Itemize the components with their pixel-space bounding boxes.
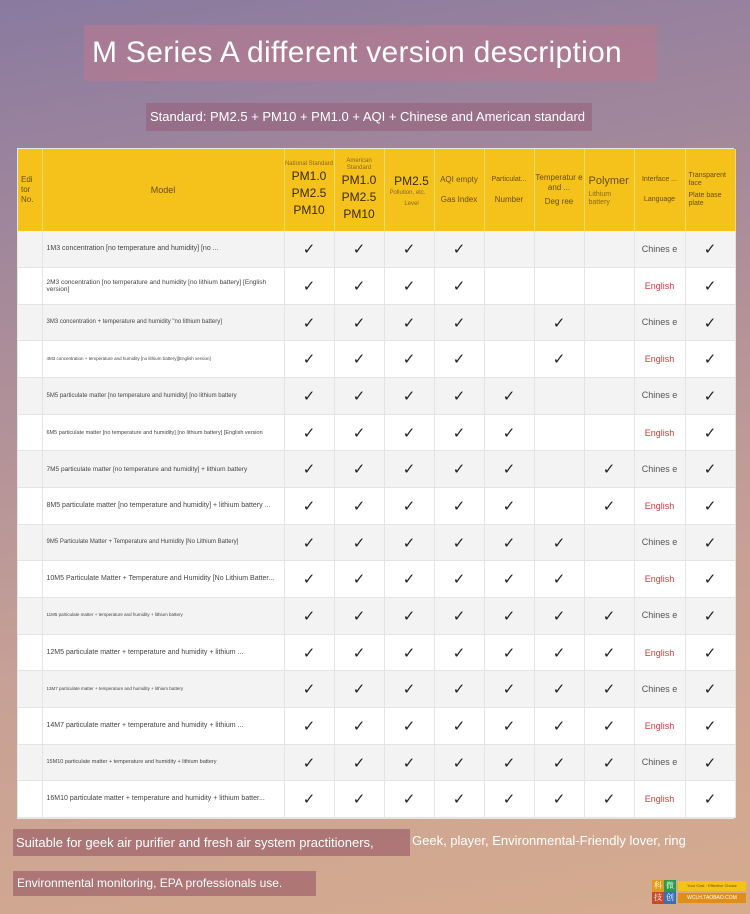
lithium-battery-check: ✓ — [584, 634, 634, 671]
national-standard-check: ✓ — [284, 231, 334, 268]
national-standard-check: ✓ — [284, 378, 334, 415]
model-cell: 13M7 particulate matter + temperature and humidity + lithium battery — [42, 671, 284, 708]
table-row — [18, 341, 735, 378]
aqi-check: ✓ — [434, 414, 484, 451]
table-row — [18, 488, 735, 525]
edition-cell — [18, 598, 42, 635]
transparent-check: ✓ — [685, 488, 735, 525]
edition-cell — [18, 561, 42, 598]
particulate-check: ✓ — [484, 524, 534, 561]
american-standard-check: ✓ — [334, 524, 384, 561]
transparent-check: ✓ — [685, 414, 735, 451]
particulate-check: ✓ — [484, 451, 534, 488]
edition-cell — [18, 708, 42, 745]
edition-cell — [18, 671, 42, 708]
edition-cell — [18, 341, 42, 378]
particulate-cell — [484, 268, 534, 305]
table-header-row — [18, 149, 735, 231]
edition-cell — [18, 268, 42, 305]
pm25-level-check: ✓ — [384, 561, 434, 598]
transparent-check: ✓ — [685, 744, 735, 781]
language-cell: Chines e — [634, 524, 685, 561]
pm25-level-check: ✓ — [384, 378, 434, 415]
national-standard-check: ✓ — [284, 671, 334, 708]
american-standard-check: ✓ — [334, 231, 384, 268]
language-cell: English — [634, 708, 685, 745]
aqi-check: ✓ — [434, 781, 484, 818]
language-cell: English — [634, 268, 685, 305]
edition-cell — [18, 451, 42, 488]
american-standard-check: ✓ — [334, 561, 384, 598]
pm25-level-check: ✓ — [384, 634, 434, 671]
particulate-check: ✓ — [484, 561, 534, 598]
national-standard-check: ✓ — [284, 304, 334, 341]
particulate-check: ✓ — [484, 671, 534, 708]
american-standard-check: ✓ — [334, 378, 384, 415]
transparent-check: ✓ — [685, 561, 735, 598]
aqi-check: ✓ — [434, 671, 484, 708]
table-row — [18, 378, 735, 415]
lithium-battery-cell — [584, 304, 634, 341]
model-cell: 3M3 concentration + temperature and humidity "no lithium battery] — [42, 304, 284, 341]
header-temperature: Temperatur e and ... Deg ree — [534, 149, 584, 231]
model-cell: 8M5 particulate matter [no temperature and humidity] + lithium battery ... — [42, 488, 284, 525]
transparent-check: ✓ — [685, 378, 735, 415]
lithium-battery-cell — [584, 268, 634, 305]
model-cell: 2M3 concentration [no temperature and humidity [no lithium battery] [English version] — [42, 268, 284, 305]
transparent-check: ✓ — [685, 781, 735, 818]
language-cell: English — [634, 634, 685, 671]
language-cell: Chines e — [634, 451, 685, 488]
table-row — [18, 414, 735, 451]
american-standard-check: ✓ — [334, 304, 384, 341]
american-standard-check: ✓ — [334, 268, 384, 305]
national-standard-check: ✓ — [284, 708, 334, 745]
language-cell: Chines e — [634, 671, 685, 708]
table-row — [18, 268, 735, 305]
national-standard-check: ✓ — [284, 634, 334, 671]
model-cell: 10M5 Particulate Matter + Temperature and Humidity [No Lithium Batter... — [42, 561, 284, 598]
temperature-check: ✓ — [534, 708, 584, 745]
national-standard-check: ✓ — [284, 268, 334, 305]
edition-cell — [18, 304, 42, 341]
language-cell: English — [634, 561, 685, 598]
language-cell: English — [634, 414, 685, 451]
american-standard-check: ✓ — [334, 451, 384, 488]
particulate-check: ✓ — [484, 781, 534, 818]
pm25-level-check: ✓ — [384, 231, 434, 268]
temperature-cell — [534, 414, 584, 451]
particulate-check: ✓ — [484, 708, 534, 745]
pm25-level-check: ✓ — [384, 671, 434, 708]
temperature-check: ✓ — [534, 744, 584, 781]
lithium-battery-check: ✓ — [584, 708, 634, 745]
language-cell: English — [634, 488, 685, 525]
header-polymer: Polymer Lithium battery — [584, 149, 634, 231]
language-cell: Chines e — [634, 378, 685, 415]
aqi-check: ✓ — [434, 744, 484, 781]
brand-tagline: Your Cost · Effective Choice — [678, 881, 746, 891]
footer-line-1: Suitable for geek air purifier and fresh air system practitioners, — [13, 829, 410, 856]
language-cell: Chines e — [634, 304, 685, 341]
particulate-cell — [484, 304, 534, 341]
pm25-level-check: ✓ — [384, 744, 434, 781]
page-title: M Series A different version description — [84, 25, 657, 81]
header-particulate: Particulat... Number — [484, 149, 534, 231]
aqi-check: ✓ — [434, 268, 484, 305]
transparent-check: ✓ — [685, 451, 735, 488]
aqi-check: ✓ — [434, 341, 484, 378]
brand-logo-mark: 科 微 技 创 — [654, 881, 674, 902]
particulate-cell — [484, 231, 534, 268]
header-aqi: AQI empty Gas Index — [434, 149, 484, 231]
american-standard-check: ✓ — [334, 671, 384, 708]
model-cell: 4M3 concentration + temperature and humidity [no lithium battery][English version] — [42, 341, 284, 378]
temperature-check: ✓ — [534, 561, 584, 598]
pm25-level-check: ✓ — [384, 781, 434, 818]
national-standard-check: ✓ — [284, 598, 334, 635]
table-row — [18, 304, 735, 341]
particulate-check: ✓ — [484, 744, 534, 781]
lithium-battery-check: ✓ — [584, 598, 634, 635]
transparent-check: ✓ — [685, 341, 735, 378]
model-cell: 5M5 particulate matter [no temperature and humidity] [no lithium battery — [42, 378, 284, 415]
footer-line-1-continued: Geek, player, Environmental-Friendly lover, ring — [412, 833, 686, 848]
model-cell: 14M7 particulate matter + temperature and humidity + lithium ... — [42, 708, 284, 745]
language-cell: English — [634, 341, 685, 378]
brand-logo — [652, 880, 746, 904]
model-cell: 6M5 particulate matter [no temperature and humidity] [no lithium battery] [English version — [42, 414, 284, 451]
model-cell: 7M5 particulate matter [no temperature and humidity] + lithium battery — [42, 451, 284, 488]
header-pm25-level: PM2.5 Pollution, etc. Level — [384, 149, 434, 231]
temperature-check: ✓ — [534, 671, 584, 708]
lithium-battery-cell — [584, 341, 634, 378]
lithium-battery-cell — [584, 524, 634, 561]
table-row — [18, 561, 735, 598]
model-cell: 15M10 particulate matter + temperature and humidity + lithium battery — [42, 744, 284, 781]
lithium-battery-check: ✓ — [584, 744, 634, 781]
american-standard-check: ✓ — [334, 708, 384, 745]
table-body — [18, 231, 735, 818]
edition-cell — [18, 634, 42, 671]
aqi-check: ✓ — [434, 598, 484, 635]
aqi-check: ✓ — [434, 524, 484, 561]
edition-cell — [18, 231, 42, 268]
aqi-check: ✓ — [434, 304, 484, 341]
model-cell: 9M5 Particulate Matter + Temperature and Humidity [No Lithium Battery] — [42, 524, 284, 561]
american-standard-check: ✓ — [334, 341, 384, 378]
aqi-check: ✓ — [434, 561, 484, 598]
language-cell: Chines e — [634, 598, 685, 635]
temperature-check: ✓ — [534, 341, 584, 378]
header-american-standard: American Standard PM1.0 PM2.5 PM10 — [334, 149, 384, 231]
national-standard-check: ✓ — [284, 524, 334, 561]
pm25-level-check: ✓ — [384, 488, 434, 525]
temperature-cell — [534, 231, 584, 268]
transparent-check: ✓ — [685, 304, 735, 341]
table-row — [18, 781, 735, 818]
transparent-check: ✓ — [685, 524, 735, 561]
particulate-cell — [484, 341, 534, 378]
table-row — [18, 524, 735, 561]
lithium-battery-cell — [584, 414, 634, 451]
national-standard-check: ✓ — [284, 781, 334, 818]
transparent-check: ✓ — [685, 708, 735, 745]
table-row — [18, 231, 735, 268]
transparent-check: ✓ — [685, 634, 735, 671]
aqi-check: ✓ — [434, 488, 484, 525]
table-row — [18, 634, 735, 671]
transparent-check: ✓ — [685, 598, 735, 635]
transparent-check: ✓ — [685, 671, 735, 708]
aqi-check: ✓ — [434, 378, 484, 415]
transparent-check: ✓ — [685, 231, 735, 268]
aqi-check: ✓ — [434, 231, 484, 268]
national-standard-check: ✓ — [284, 414, 334, 451]
lithium-battery-check: ✓ — [584, 488, 634, 525]
lithium-battery-check: ✓ — [584, 781, 634, 818]
edition-cell — [18, 414, 42, 451]
national-standard-check: ✓ — [284, 488, 334, 525]
national-standard-check: ✓ — [284, 341, 334, 378]
aqi-check: ✓ — [434, 708, 484, 745]
lithium-battery-check: ✓ — [584, 671, 634, 708]
edition-cell — [18, 488, 42, 525]
model-cell: 11M5 particulate matter + temperature and humidity + lithium battery — [42, 598, 284, 635]
american-standard-check: ✓ — [334, 781, 384, 818]
american-standard-check: ✓ — [334, 634, 384, 671]
temperature-check: ✓ — [534, 781, 584, 818]
particulate-check: ✓ — [484, 488, 534, 525]
standard-subtitle: Standard: PM2.5 + PM10 + PM1.0 + AQI + Chinese and American standard — [146, 103, 592, 131]
edition-cell — [18, 378, 42, 415]
edition-cell — [18, 781, 42, 818]
language-cell: Chines e — [634, 231, 685, 268]
model-cell: 12M5 particulate matter + temperature and humidity + lithium ... — [42, 634, 284, 671]
american-standard-check: ✓ — [334, 598, 384, 635]
temperature-cell — [534, 488, 584, 525]
temperature-check: ✓ — [534, 598, 584, 635]
lithium-battery-cell — [584, 231, 634, 268]
temperature-check: ✓ — [534, 634, 584, 671]
brand-url: WCLH.TAOBAO.COM — [678, 893, 746, 903]
temperature-cell — [534, 268, 584, 305]
temperature-check: ✓ — [534, 524, 584, 561]
header-national-standard: National Standard PM1.0 PM2.5 PM10 — [284, 149, 334, 231]
header-model: Model — [42, 149, 284, 231]
table-row — [18, 598, 735, 635]
transparent-check: ✓ — [685, 268, 735, 305]
footer-line-2: Environmental monitoring, EPA professionals use. — [13, 871, 316, 896]
language-cell: English — [634, 781, 685, 818]
temperature-check: ✓ — [534, 304, 584, 341]
edition-cell — [18, 744, 42, 781]
particulate-check: ✓ — [484, 598, 534, 635]
pm25-level-check: ✓ — [384, 341, 434, 378]
model-cell: 1M3 concentration [no temperature and humidity] [no ... — [42, 231, 284, 268]
version-table — [17, 148, 734, 819]
national-standard-check: ✓ — [284, 744, 334, 781]
pm25-level-check: ✓ — [384, 598, 434, 635]
particulate-check: ✓ — [484, 634, 534, 671]
table-row — [18, 451, 735, 488]
lithium-battery-cell — [584, 378, 634, 415]
edition-cell — [18, 524, 42, 561]
model-cell: 16M10 particulate matter + temperature and humidity + lithium batter... — [42, 781, 284, 818]
header-interface: Interface ... Language — [634, 149, 685, 231]
american-standard-check: ✓ — [334, 414, 384, 451]
pm25-level-check: ✓ — [384, 414, 434, 451]
temperature-cell — [534, 451, 584, 488]
lithium-battery-cell — [584, 561, 634, 598]
national-standard-check: ✓ — [284, 451, 334, 488]
header-edition: Edi tor No. — [18, 149, 42, 231]
header-transparent: Transparent face Plate base plate — [685, 149, 735, 231]
american-standard-check: ✓ — [334, 744, 384, 781]
table-row — [18, 671, 735, 708]
aqi-check: ✓ — [434, 634, 484, 671]
particulate-check: ✓ — [484, 378, 534, 415]
table-row — [18, 708, 735, 745]
pm25-level-check: ✓ — [384, 708, 434, 745]
temperature-cell — [534, 378, 584, 415]
language-cell: Chines e — [634, 744, 685, 781]
pm25-level-check: ✓ — [384, 268, 434, 305]
american-standard-check: ✓ — [334, 488, 384, 525]
particulate-check: ✓ — [484, 414, 534, 451]
pm25-level-check: ✓ — [384, 304, 434, 341]
national-standard-check: ✓ — [284, 561, 334, 598]
pm25-level-check: ✓ — [384, 524, 434, 561]
table-row — [18, 744, 735, 781]
pm25-level-check: ✓ — [384, 451, 434, 488]
lithium-battery-check: ✓ — [584, 451, 634, 488]
aqi-check: ✓ — [434, 451, 484, 488]
